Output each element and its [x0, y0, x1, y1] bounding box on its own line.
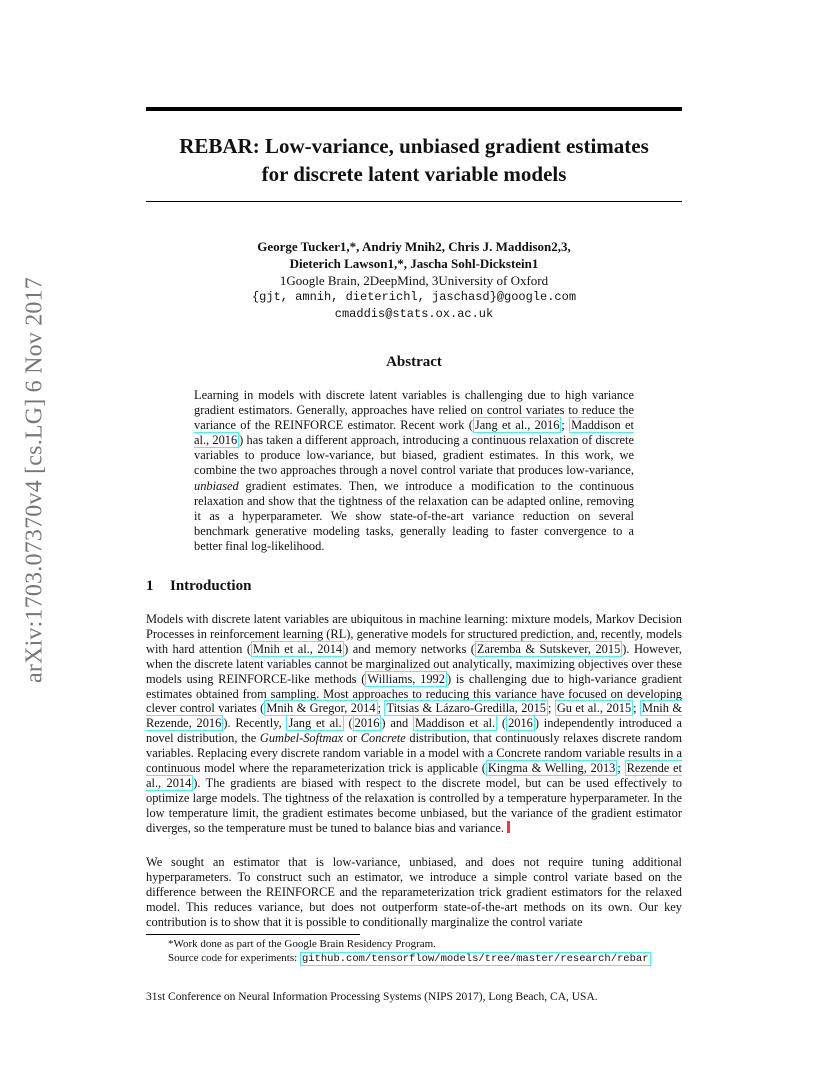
citation-link[interactable]: Williams, 1992	[367, 671, 445, 686]
body-text: ) is challenging due to high-variance gradient estimates obtained from sampling. Most approaches to reducing this variance have focused on developing clever control variates (	[146, 671, 682, 716]
section-number: 1	[146, 578, 154, 594]
body-text: ;	[547, 701, 555, 716]
affiliations: 1Google Brain, 2DeepMind, 3University of Oxford	[279, 273, 549, 288]
body-text: ). However, when the discrete latent variables cannot be marginalized out analytically, maximizing objectives over these models using REINFORCE-like methods (	[146, 641, 682, 686]
body-text: (	[497, 716, 507, 731]
citation-link[interactable]: Maddison et al.	[415, 716, 496, 731]
author-names-line2: Dieterich Lawson1,*, Jascha Sohl-Dickstein1	[289, 256, 539, 271]
arxiv-identifier: arXiv:1703.07370v4 [cs.LG] 6 Nov 2017	[21, 276, 48, 684]
footnotes	[168, 938, 651, 966]
body-text: ). The gradients are biased with respect to the discrete model, but can be used effectively to optimize large models. The tightness of the relaxation is controlled by a temperature hyperparameter. In the low temperature limit, the gradient estimates become unbiased, but the variance of the gradient estimator diverges, so the temperature must be tuned to balance bias and variance.	[146, 775, 682, 835]
text-cursor-marker	[507, 821, 510, 833]
section-heading-introduction	[146, 578, 251, 595]
conference-note: 31st Conference on Neural Information Processing Systems (NIPS 2017), Long Beach, CA, USA.	[146, 991, 598, 1003]
abstract-text: gradient estimates. Then, we introduce a modification to the continuous relaxation and show that the tightness of the relaxation can be adapted online, removing it as a hyperparameter. We show state-of-the-art variance reduction on several benchmark generative modeling tasks, generally leading to faster convergence to a better final log-likelihood.	[194, 478, 634, 553]
citation-link[interactable]: Rezende et al., 2014	[146, 761, 682, 790]
body-text: ) and	[381, 716, 414, 731]
body-text: ;	[633, 701, 641, 716]
footnote-source-label: Source code for experiments:	[168, 951, 300, 964]
intro-paragraph-2: We sought an estimator that is low-variance, unbiased, and does not require tuning additional hyperparameters. To construct such an estimator, we introduce a simple control variate based on the difference between the REINFORCE and the reparameterization trick gradient estimators for the relaxed model. This reduces variance, but does not outperform state-of-the-art methods on its own. Our key contribution is to show that it is possible to conditionally marginalize the control variate	[146, 855, 682, 929]
citation-link[interactable]: Titsias & Lázaro-Gredilla, 2015	[386, 701, 546, 716]
citation-link[interactable]: Mnih & Rezende, 2016	[146, 701, 682, 731]
title-rule-top	[146, 107, 682, 111]
citation-link[interactable]: Gu et al., 2015	[556, 701, 632, 716]
body-text: ) independently introduced a novel distribution, the	[146, 716, 682, 746]
citation-link[interactable]: Maddison et al., 2016	[194, 418, 634, 448]
citation-link[interactable]: Zaremba & Sutskever, 2015	[476, 641, 621, 656]
author-emails-line2: cmaddis@stats.ox.ac.uk	[334, 307, 494, 321]
section-title: Introduction	[170, 578, 252, 594]
emphasis-text: Gumbel-Softmax	[259, 731, 344, 746]
body-text: ;	[377, 701, 385, 716]
author-emails-line1: {gjt, amnih, dieterichl, jaschasd}@google.com	[251, 290, 577, 304]
emphasis-text: Concrete	[360, 731, 406, 746]
citation-link[interactable]: Jang et al.	[288, 716, 342, 731]
author-block	[146, 238, 682, 323]
abstract-heading: Abstract	[386, 354, 442, 370]
author-names-line1: George Tucker1,*, Andriy Mnih2, Chris J. Maddison2,3,	[257, 239, 571, 254]
source-code-link[interactable]: github.com/tensorflow/models/tree/master/research/rebar	[301, 952, 649, 965]
body-text: ;	[617, 761, 625, 776]
paper-title-line1: REBAR: Low-variance, unbiased gradient estimates	[179, 134, 649, 158]
body-text: ) and memory networks (	[344, 641, 475, 656]
abstract-text: Learning in models with discrete latent variables is challenging due to high variance gradient estimators. Generally, approaches have relied on control variates to reduce the variance of the REINFORCE estimator. Recent work (	[194, 388, 634, 433]
footnote-source-code	[168, 952, 651, 967]
body-text: distribution, that continuously relaxes discrete random variables. Replacing every discrete random variable in a model with a Concrete random variable results in a continuous model where the reparameterization trick is applicable (	[146, 731, 682, 776]
citation-link[interactable]: Mnih & Gregor, 2014	[266, 701, 376, 716]
footnote-rule	[146, 934, 360, 935]
abstract-text: ) has taken a different approach, introducing a continuous relaxation of discrete variables to produce low-variance, but biased, gradient estimates. In this work, we combine the two approaches through a novel control variate that produces low-variance,	[194, 433, 634, 478]
body-text: Models with discrete latent variables are ubiquitous in machine learning: mixture models, Markov Decision Processes in reinforcement learning (RL), generative models for structured prediction, and, recently, models with hard attention (	[146, 612, 682, 656]
citation-link[interactable]: Jang et al., 2016	[474, 418, 560, 433]
body-text: (	[343, 716, 353, 731]
footnote-residency: *Work done as part of the Google Brain Residency Program.	[168, 938, 436, 950]
citation-link[interactable]: 2016	[354, 716, 380, 731]
citation-link[interactable]: Kingma & Welling, 2013	[487, 761, 616, 776]
abstract-text: ;	[561, 418, 570, 433]
intro-paragraph-1	[146, 612, 682, 836]
title-rule-bottom	[146, 201, 682, 202]
citation-link[interactable]: Mnih et al., 2014	[252, 641, 343, 656]
citation-link[interactable]: 2016	[508, 716, 533, 731]
abstract-body	[194, 388, 634, 554]
abstract-emphasis: unbiased	[194, 478, 239, 493]
arxiv-sidebar	[10, 276, 60, 684]
paper-title	[146, 132, 682, 188]
paper-title-line2: for discrete latent variable models	[261, 162, 567, 186]
body-text: or	[343, 731, 361, 746]
body-text: ). Recently,	[223, 716, 287, 731]
